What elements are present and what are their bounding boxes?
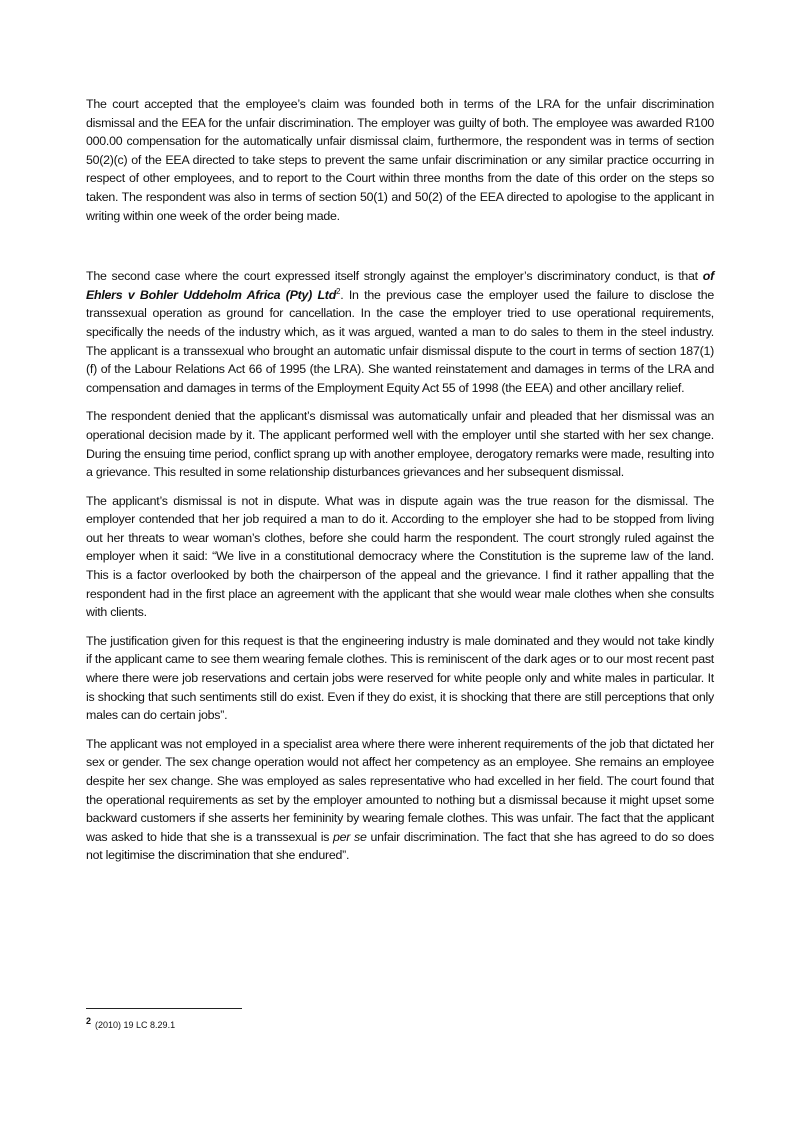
- paragraph-2-text-before: The second case where the court expressed itself strongly against the employer’s discriminatory conduct, is that: [86, 269, 703, 284]
- paragraph-5-text: The justification given for this request is that the engineering industry is male dominated and they would not take kindly if the applicant came to see them wearing female clothes. This is reminiscent of the dark ages or to our most recent past where there were job reservations and certain jobs were reserved for white people only and white males in particular. It is shocking that such sentiments still do exist. Even if they do exist, it is shocking that there are still perceptions that only males can do certain jobs”.: [86, 633, 714, 723]
- paragraph-2-text-after: . In the previous case the employer used the failure to disclose the transsexual operation as ground for cancellation. In the case the employer tried to use operational requirements, specifically the needs of the industry which, as it was argued, wanted a man to do sales to them in the steel industry. The applicant is a transsexual who brought an automatic unfair dismissal dispute to the court in terms of section 187(1)(f) of the Labour Relations Act 66 of 1995 (the LRA). She wanted reinstatement and damages in terms of the LRA and compensation and damages in terms of the Employment Equity Act 55 of 1998 (the EEA) and other ancillary relief.: [86, 287, 714, 395]
- paragraph-4-text: The applicant’s dismissal is not in dispute. What was in dispute again was the true reason for the dismissal. The employer contended that her job required a man to do it. According to the employer she had to be stopped from living out her threats to wear woman’s clothes, before she could harm the respondent. The court strongly ruled against the employer when it said: “We live in a constitutional democracy where the Constitution is the supreme law of the land. This is a factor overlooked by both the chairperson of the appeal and the grievance. I find it rather appalling that the respondent had in the first place an agreement with the applicant that she would wear male clothes when she consults with clients.: [86, 493, 714, 620]
- italic-phrase: per se: [333, 829, 367, 844]
- paragraph-1-text: The court accepted that the employee’s claim was founded both in terms of the LRA for the unfair discrimination dismissal and the EEA for the unfair discrimination. The employer was guilty of both. The employee was awarded R100 000.00 compensation for the automatically unfair dismissal claim, furthermore, the respondent was in terms of section 50(2)(c) of the EEA directed to take steps to prevent the same unfair discrimination or any similar practice occurring in respect of other employees, and to report to the Court within three months from the date of this order on the steps so taken. The respondent was also in terms of section 50(1) and 50(2) of the EEA directed to apologise to the applicant in writing within one week of the order being made.: [86, 97, 714, 223]
- paragraph-2: [86, 267, 714, 397]
- footnote-divider: [86, 1008, 242, 1009]
- paragraph-6-text-before: The applicant was not employed in a specialist area where there were inherent requirements of the job that dictated her sex or gender. The sex change operation would not affect her competency as an employee. She remains an employee despite her sex change. She was employed as sales representative who had excelled in her field. The court found that the operational requirements as set by the employer amounted to nothing but a dismissal because it might upset some backward customers if she asserts her femininity by wearing female clothes. This was unfair. The fact that the applicant was asked to hide that she is a transsexual is: [86, 736, 714, 844]
- paragraph-5: [86, 632, 714, 725]
- footnote-text: (2010) 19 LC 8.29.1: [95, 1020, 176, 1030]
- footnote-number: 2: [86, 1016, 92, 1026]
- paragraph-1: [86, 95, 714, 225]
- paragraph-6-text-after: unfair discrimination. The fact that she has agreed to do so does not legitimise the discrimination that she endured”.: [86, 829, 715, 863]
- case-citation: of Ehlers v Bohler Uddeholm Africa (Pty) Ltd: [86, 269, 714, 302]
- paragraph-3: [86, 407, 714, 481]
- footnote: [86, 1016, 175, 1030]
- paragraph-6: [86, 735, 714, 865]
- paragraph-3-text: The respondent denied that the applicant’s dismissal was automatically unfair and pleaded that her dismissal was an operational decision made by it. The applicant performed well with the employer until she started with her sex change. During the ensuing time period, conflict sprang up with another employee, derogatory remarks were made, resulting into a grievance. This resulted in some relationship disturbances grievances and her subsequent dismissal.: [86, 409, 714, 480]
- body-text: [86, 95, 714, 875]
- paragraph-4: [86, 492, 714, 622]
- footnote-reference: 2: [336, 286, 341, 296]
